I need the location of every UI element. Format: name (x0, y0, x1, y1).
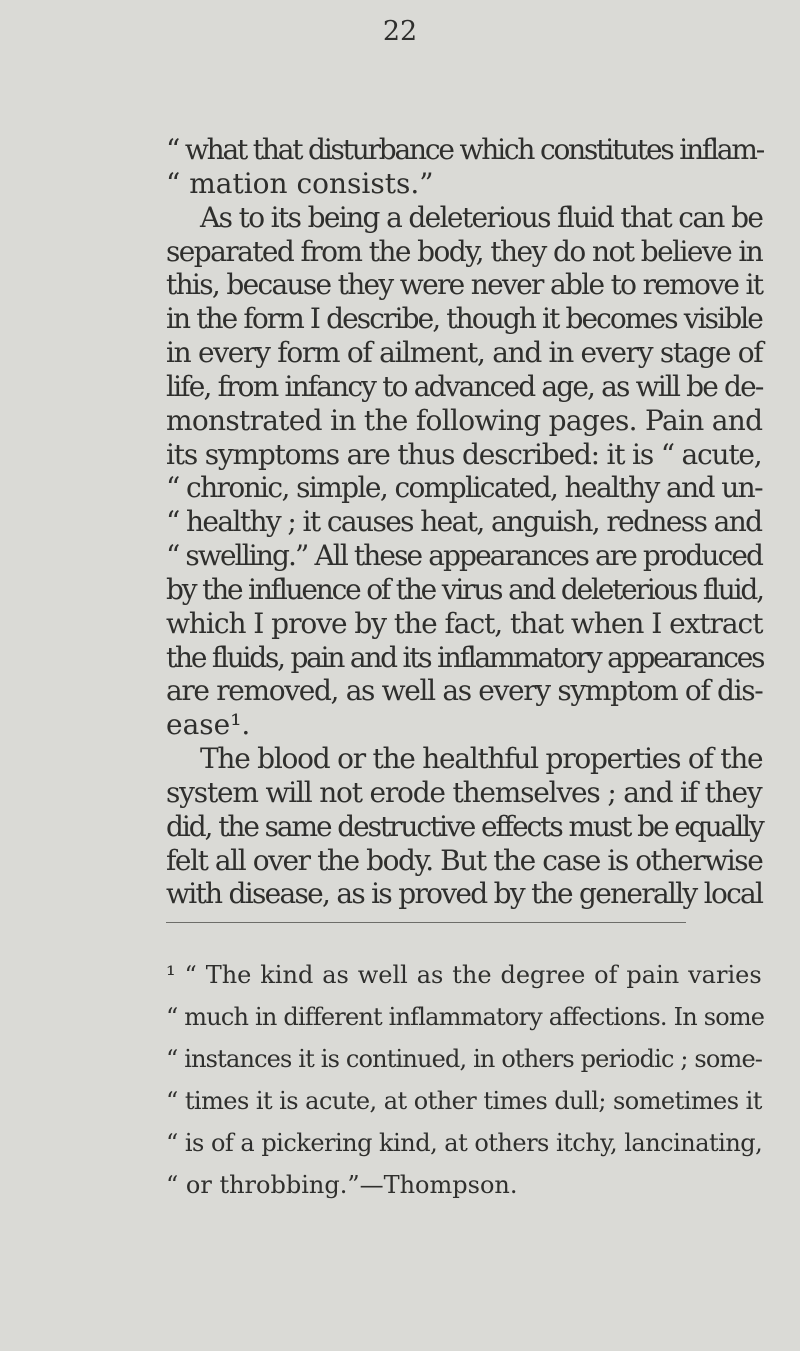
body-line: As to its being a deleterious fluid that can be (200, 201, 763, 234)
body-line: The blood or the healthful properties of the (200, 742, 763, 775)
body-line: felt all over the body. But the case is otherwise (166, 844, 763, 877)
footnote-line: “ or throbbing.”—Thompson. (166, 1171, 518, 1199)
body-line: “ chronic, simple, complicated, healthy and un- (166, 471, 762, 504)
footnote-line: “ times it is acute, at other times dull; sometimes it (166, 1087, 762, 1115)
body-line: “ what that disturbance which constitutes inflam- (166, 133, 764, 166)
footnote-line: “ instances it is continued, in others periodic ; some- (166, 1045, 763, 1073)
footnote-line: “ is of a pickering kind, at others itchy, lancinating, (166, 1129, 763, 1157)
body-line: the fluids, pain and its inflammatory appearances (166, 641, 764, 674)
body-line: “ mation consists.” (166, 167, 434, 200)
body-line: “ healthy ; it causes heat, anguish, redness and (166, 505, 762, 538)
body-line: separated from the body, they do not believe in (166, 235, 763, 268)
body-line: life, from infancy to advanced age, as will be de- (166, 370, 763, 403)
body-line: which I prove by the fact, that when I extract (166, 607, 763, 640)
body-line: in the form I describe, though it becomes visible (166, 302, 762, 335)
body-line: its symptoms are thus described: it is “ acute, (166, 438, 762, 471)
body-line: with disease, as is proved by the generally local (166, 877, 763, 910)
body-line: ease¹. (166, 708, 251, 741)
body-line: are removed, as well as every symptom of dis- (166, 674, 763, 707)
footnote-line: ¹ “ The kind as well as the degree of pain varies (166, 961, 762, 989)
page-number: 22 (382, 16, 418, 47)
body-line: monstrated in the following pages. Pain and (166, 404, 763, 437)
body-line: system will not erode themselves ; and if they (166, 776, 762, 809)
body-line: “ swelling.” All these appearances are produced (166, 539, 763, 572)
body-line: in every form of ailment, and in every stage of (166, 336, 763, 369)
footnote-rule (166, 922, 686, 923)
body-line: did, the same destructive effects must be equally (166, 810, 763, 843)
footnote-line: “ much in different inflammatory affections. In some (166, 1003, 765, 1031)
body-line: by the influence of the virus and deleterious fluid, (166, 573, 763, 606)
body-line: this, because they were never able to remove it (166, 268, 763, 301)
